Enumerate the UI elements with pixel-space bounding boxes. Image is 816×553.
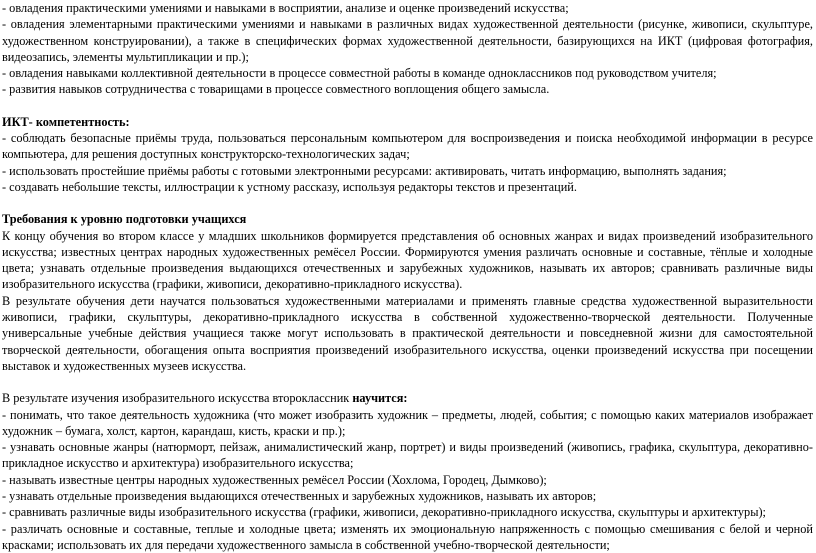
paragraph-gap	[2, 374, 813, 390]
results-intro	[2, 390, 813, 406]
list-item: - использовать простейшие приёмы работы с готовыми электронными ресурсами: активировать, читать информацию, выполнять задания;	[2, 163, 727, 178]
list-item: - сравнивать различные виды изобразительного искусства (графики, живописи, декоративно-прикладного искусства, скульптуры и архитектуры);	[2, 505, 766, 520]
list-item: - овладения практическими умениями и навыками в восприятии, анализе и оценке произведений искусства;	[2, 1, 569, 15]
list-item: - различать основные и составные, теплые и холодные цвета; изменять их эмоциональную напряженность с помощью смешивания с белой и черной красками; использовать их для передачи художественного замысла в собственной учебно-творческой деятельности;	[2, 521, 813, 552]
paragraph-gap	[2, 195, 813, 211]
ikt-heading: ИКТ- компетентность:	[2, 114, 130, 129]
list-item: - овладения навыками коллективной деятельности в процессе совместной работы в команде одноклассников под руководством учителя;	[2, 66, 717, 81]
list-item: - создавать небольшие тексты, иллюстрации к устному рассказу, используя редакторы текстов и презентаций.	[2, 179, 577, 194]
results-intro-bold: научится:	[352, 391, 408, 406]
list-item: - узнавать основные жанры (натюрморт, пейзаж, анималистический жанр, портрет) и виды произведений (живопись, графика, скульптура, декоративно-прикладное искусство и архитектура) изобразительного искусства;	[2, 440, 813, 471]
list-item: - овладения элементарными практическими умениями и навыками в различных видах художественной деятельности (рисунке, живописи, скульптуре, художественном конструировании), а также в специфических формах художественной деятельности, базирующихся на ИКТ (цифровая фотография, видеозапись, элементы мультипликации и пр.);	[2, 17, 813, 64]
list-item: - развития навыков сотрудничества с товарищами в процессе совместного воплощения общего замысла.	[2, 82, 550, 97]
results-intro-text: В результате изучения изобразительного искусства второклассник	[2, 391, 353, 406]
list-item: - соблюдать безопасные приёмы труда, пользоваться персональным компьютером для воспроизведения и поиска необходимой информации в ресурсе компьютера, для решения доступных конструкторско-технологических задач;	[2, 131, 813, 162]
paragraph-gap	[2, 98, 813, 114]
list-item: - узнавать отдельные произведения выдающихся отечественных и зарубежных художников, называть их авторов;	[2, 489, 597, 504]
requirements-paragraph: В результате обучения дети научатся пользоваться художественными материалами и применять главные средства художественной выразительности живописи, графики, скульптуры, декоративно-прикладного искусства в собственной художественно-творческой деятельности. Полученные универсальные учебные действия учащиеся также могут использовать в практической деятельности и повседневной жизни для самостоятельной творческой деятельности, обогащения опыта восприятия произведений изобразительного искусства, оценки произведений искусства при посещении выставок и художественных музеев искусства.	[2, 293, 813, 373]
list-item: - называть известные центры народных художественных ремёсел России (Хохлома, Городец, Дымково);	[2, 472, 547, 487]
requirements-heading: Требования к уровню подготовки учащихся	[2, 212, 247, 227]
requirements-paragraph: К концу обучения во втором классе у младших школьников формируется представления об основных жанрах и видах произведений изобразительного искусства; известных центрах народных художественных ремёсел России. Формируются умения различать основные и составные, тёплые и холодные цвета; узнавать отдельные произведения выдающихся отечественных и зарубежных художников, называть их авторов; сравнивать различные виды изобразительного искусства (графики, живописи, декоративно-прикладного искусства).	[2, 228, 813, 292]
list-item: - понимать, что такое деятельность художника (что может изобразить художник – предметы, людей, события; с помощью каких материалов изображает художник – бумага, холст, картон, карандаш, кисть, краски и пр.);	[2, 407, 813, 438]
